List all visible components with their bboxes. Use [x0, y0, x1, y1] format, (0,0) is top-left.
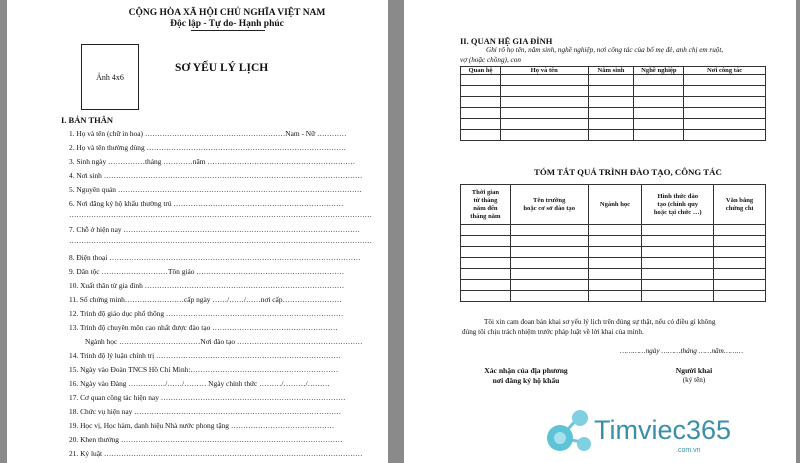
col-header: Văn bằng chứng chỉ [714, 185, 766, 225]
col-header: Nơi công tác [684, 67, 766, 75]
field-line: 8. Điện thoại ………………………………………………………………………………………… [69, 253, 361, 262]
col-header: Tên trường hoặc cơ sở đào tạo [510, 185, 588, 225]
field-line: 13. Trình độ chuyên môn cao nhất được đào tạo …………………………………………… [69, 323, 338, 332]
signer-label: Người khai [675, 366, 713, 375]
signer-sub: (ký tên) [682, 376, 706, 384]
table-header-row [461, 185, 766, 225]
table-row [461, 258, 766, 269]
field-line: 16. Ngày vào Đảng ……………/……/……… Ngày chính thức ………/………/……… [69, 379, 330, 388]
motto-underline [191, 30, 265, 31]
family-instruction: Ghi rõ họ tên, năm sinh, nghề nghiệp, nơi công tác của bố mẹ đẻ, anh chị em ruột, [486, 46, 724, 54]
education-table [460, 184, 766, 302]
field-line: 11. Số chứng minh……………………cấp ngày ……/……/……nơi cấp…………………… [69, 295, 342, 304]
pledge-text: Tôi xin cam đoan bản khai sơ yếu lý lịch trên đúng sự thật, nếu có điều gì không [484, 318, 716, 326]
document-page-right [404, 0, 796, 463]
document-page-left [7, 0, 388, 463]
local-confirmation-label: Xác nhận của địa phương [484, 366, 568, 375]
table-row [461, 291, 766, 302]
field-line: 9. Dân tộc ………………………Tôn giáo …………………………………………………… [69, 267, 345, 276]
field-line: 15. Ngày vào Đoàn TNCS Hồ Chí Minh:…………………………………………………… [69, 365, 339, 374]
filler-line: …………………………………………………………………………………………………………… [69, 236, 373, 245]
watermark-domain: .com.vn [676, 447, 701, 454]
field-line: 19. Học vị, Học hàm, danh hiệu Nhà nước phong tặng …………………………………… [69, 421, 335, 430]
table-row [461, 97, 766, 108]
document-title: SƠ YẾU LÝ LỊCH [175, 62, 269, 74]
molecule-logo-icon [540, 404, 596, 460]
col-header: Thời gian từ tháng năm đến tháng năm [461, 185, 511, 225]
table-row [461, 247, 766, 258]
col-header: Hình thức đào tạo (chính quy hoặc tại chức …) [642, 185, 714, 225]
field-line: 5. Nguyên quán ……………………………………………………………………………………… [69, 185, 362, 194]
table-row [461, 86, 766, 97]
col-header: Nghề nghiệp [634, 67, 684, 75]
field-line: 20. Khen thưởng ……………………………………………………………………………… [69, 435, 343, 444]
section-family: II. QUAN HỆ GIA ĐÌNH [460, 36, 553, 46]
field-line: 18. Chức vụ hiện nay ………………………………………………………………………… [69, 407, 342, 416]
field-line: 21. Kỷ luật …………………………………………………………………………………………… [69, 449, 363, 458]
field-line: 1. Họ và tên (chữ in hoa) …………………………………………………Nam - Nữ ………… [69, 129, 347, 138]
watermark-brand: Timviec365 [594, 415, 732, 445]
table-header-row [461, 67, 766, 75]
photo-box [81, 44, 139, 110]
table-row [461, 225, 766, 236]
table-row [461, 280, 766, 291]
field-line: 12. Trình độ giáo dục phổ thông ……………………………………………………………… [69, 309, 344, 318]
field-line: 3. Sinh ngày ……………tháng …………năm …………………………………………………… [69, 157, 356, 166]
table-row [461, 119, 766, 130]
pledge-text-cont: đúng tôi chịu trách nhiệm trước pháp luật về lời khai của mình. [462, 328, 644, 336]
field-line: 7. Chỗ ở hiện nay …………………………………………………………………………………… [69, 225, 360, 234]
table-row [461, 108, 766, 119]
table-row [461, 75, 766, 86]
photo-label: Ảnh 4x6 [96, 72, 124, 82]
field-line: Ngành học ……………………………Nơi đào tạo …………………………………………… [85, 337, 363, 346]
col-header: Năm sinh [588, 67, 634, 75]
section-personal: I. BẢN THÂN [61, 115, 114, 125]
field-line: 2. Họ và tên thường dùng ……………………………………………………………………… [69, 143, 347, 152]
table-row [461, 236, 766, 247]
family-table [460, 66, 766, 141]
table-row [461, 269, 766, 280]
local-confirmation-sub: nơi đăng ký hộ khẩu [492, 376, 560, 385]
section-education: TÓM TẮT QUÁ TRÌNH ĐÀO TẠO, CÔNG TÁC [534, 167, 722, 177]
col-header: Ngành học [588, 185, 642, 225]
col-header: Họ và tên [500, 67, 588, 75]
national-header: CỘNG HÒA XÃ HỘI CHỦ NGHĨA VIỆT NAM [128, 8, 326, 18]
filler-line: …………………………………………………………………………………………………………… [69, 210, 373, 219]
field-line: 17. Cơ quan công tác hiện nay ………………………………………………………………… [69, 393, 346, 402]
date-line: …………ngày ………tháng ……năm……… [620, 347, 744, 355]
motto: Độc lập - Tự do- Hạnh phúc [170, 19, 284, 29]
field-line: 14. Trình độ lý luận chính trị ………………………………………………………………… [69, 351, 341, 360]
col-header: Quan hệ [461, 67, 501, 75]
field-line: 4. Nơi sinh …………………………………………………………………………………………… [69, 171, 363, 180]
field-line: 6. Nơi đăng ký hộ khẩu thường trú …………………………………………………………… [69, 199, 344, 208]
table-row [461, 130, 766, 141]
field-line: 10. Xuất thân từ gia đình ……………………………………………………………………… [69, 281, 345, 290]
family-instruction-cont: vợ (hoặc chồng), con [460, 56, 521, 64]
